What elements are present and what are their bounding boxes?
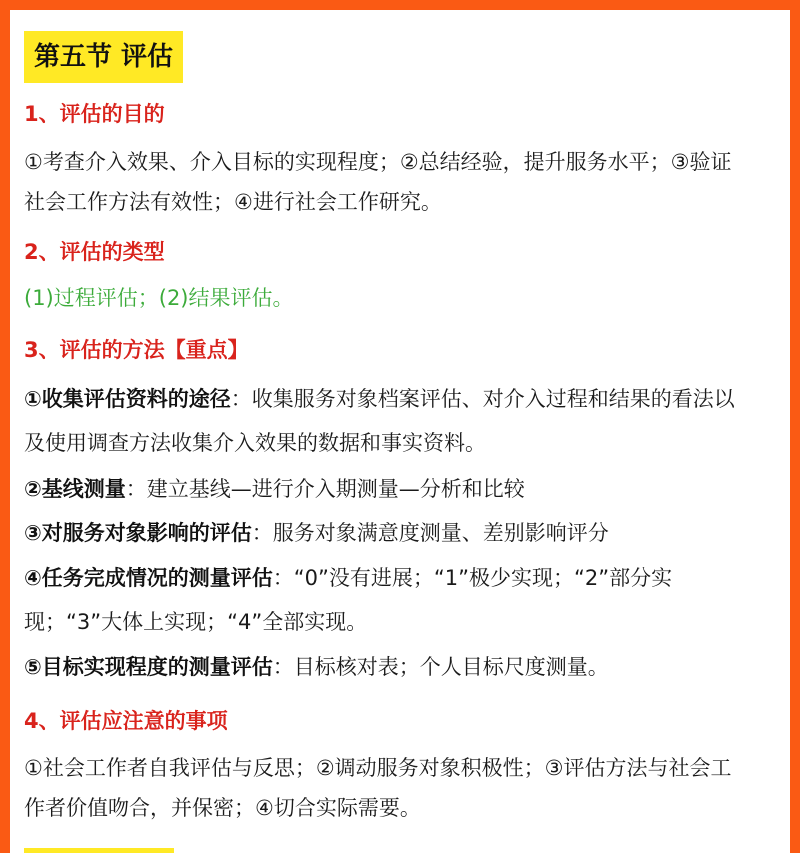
heading-notes: 4、评估应注意的事项 [24, 709, 228, 733]
method-text-4b: 现；“3”大体上实现；“4”全部实现。 [24, 610, 368, 634]
method-item-1 [24, 379, 784, 463]
next-section-highlight [24, 848, 174, 853]
method-item-2 [24, 469, 784, 509]
method-item-4 [24, 558, 784, 642]
method-label-2: ②基线测量 [24, 477, 126, 501]
notes-line-1: ①社会工作者自我评估与反思；②调动服务对象积极性；③评估方法与社会工 [24, 756, 732, 780]
method-label-4: ④任务完成情况的测量评估 [24, 566, 273, 590]
purpose-line-2: 社会工作方法有效性；④进行社会工作研究。 [24, 190, 442, 214]
method-item-3 [24, 513, 784, 553]
types-line: (1)过程评估；(2)结果评估。 [24, 286, 294, 310]
method-label-5: ⑤目标实现程度的测量评估 [24, 655, 273, 679]
heading-types: 2、评估的类型 [24, 240, 165, 264]
method-text-2: ：建立基线—进行介入期测量—分析和比较 [125, 477, 525, 501]
notes-line-2: 作者价值吻合，并保密；④切合实际需要。 [24, 796, 421, 820]
method-label-1: ①收集评估资料的途径 [24, 387, 231, 411]
types-text [24, 278, 784, 318]
method-label-3: ③对服务对象影响的评估 [24, 521, 252, 545]
method-text-1a: ：收集服务对象档案评估、对介入过程和结果的看法以 [230, 387, 735, 411]
section-title: 第五节 评估 [24, 31, 183, 83]
method-text-5: ：目标核对表；个人目标尺度测量。 [272, 655, 609, 679]
method-text-3: ：服务对象满意度测量、差别影响评分 [251, 521, 609, 545]
method-item-5 [24, 647, 784, 687]
purpose-text [24, 142, 784, 222]
heading-purpose: 1、评估的目的 [24, 102, 165, 126]
method-text-4a: ：“0”没有进展；“1”极少实现；“2”部分实 [272, 566, 673, 590]
notes-text [24, 748, 784, 828]
method-text-1b: 及使用调查方法收集介入效果的数据和事实资料。 [24, 431, 486, 455]
purpose-line-1: ①考查介入效果、介入目标的实现程度；②总结经验，提升服务水平；③验证 [24, 150, 732, 174]
heading-methods: 3、评估的方法【重点】 [24, 338, 249, 362]
content-card [10, 10, 790, 853]
